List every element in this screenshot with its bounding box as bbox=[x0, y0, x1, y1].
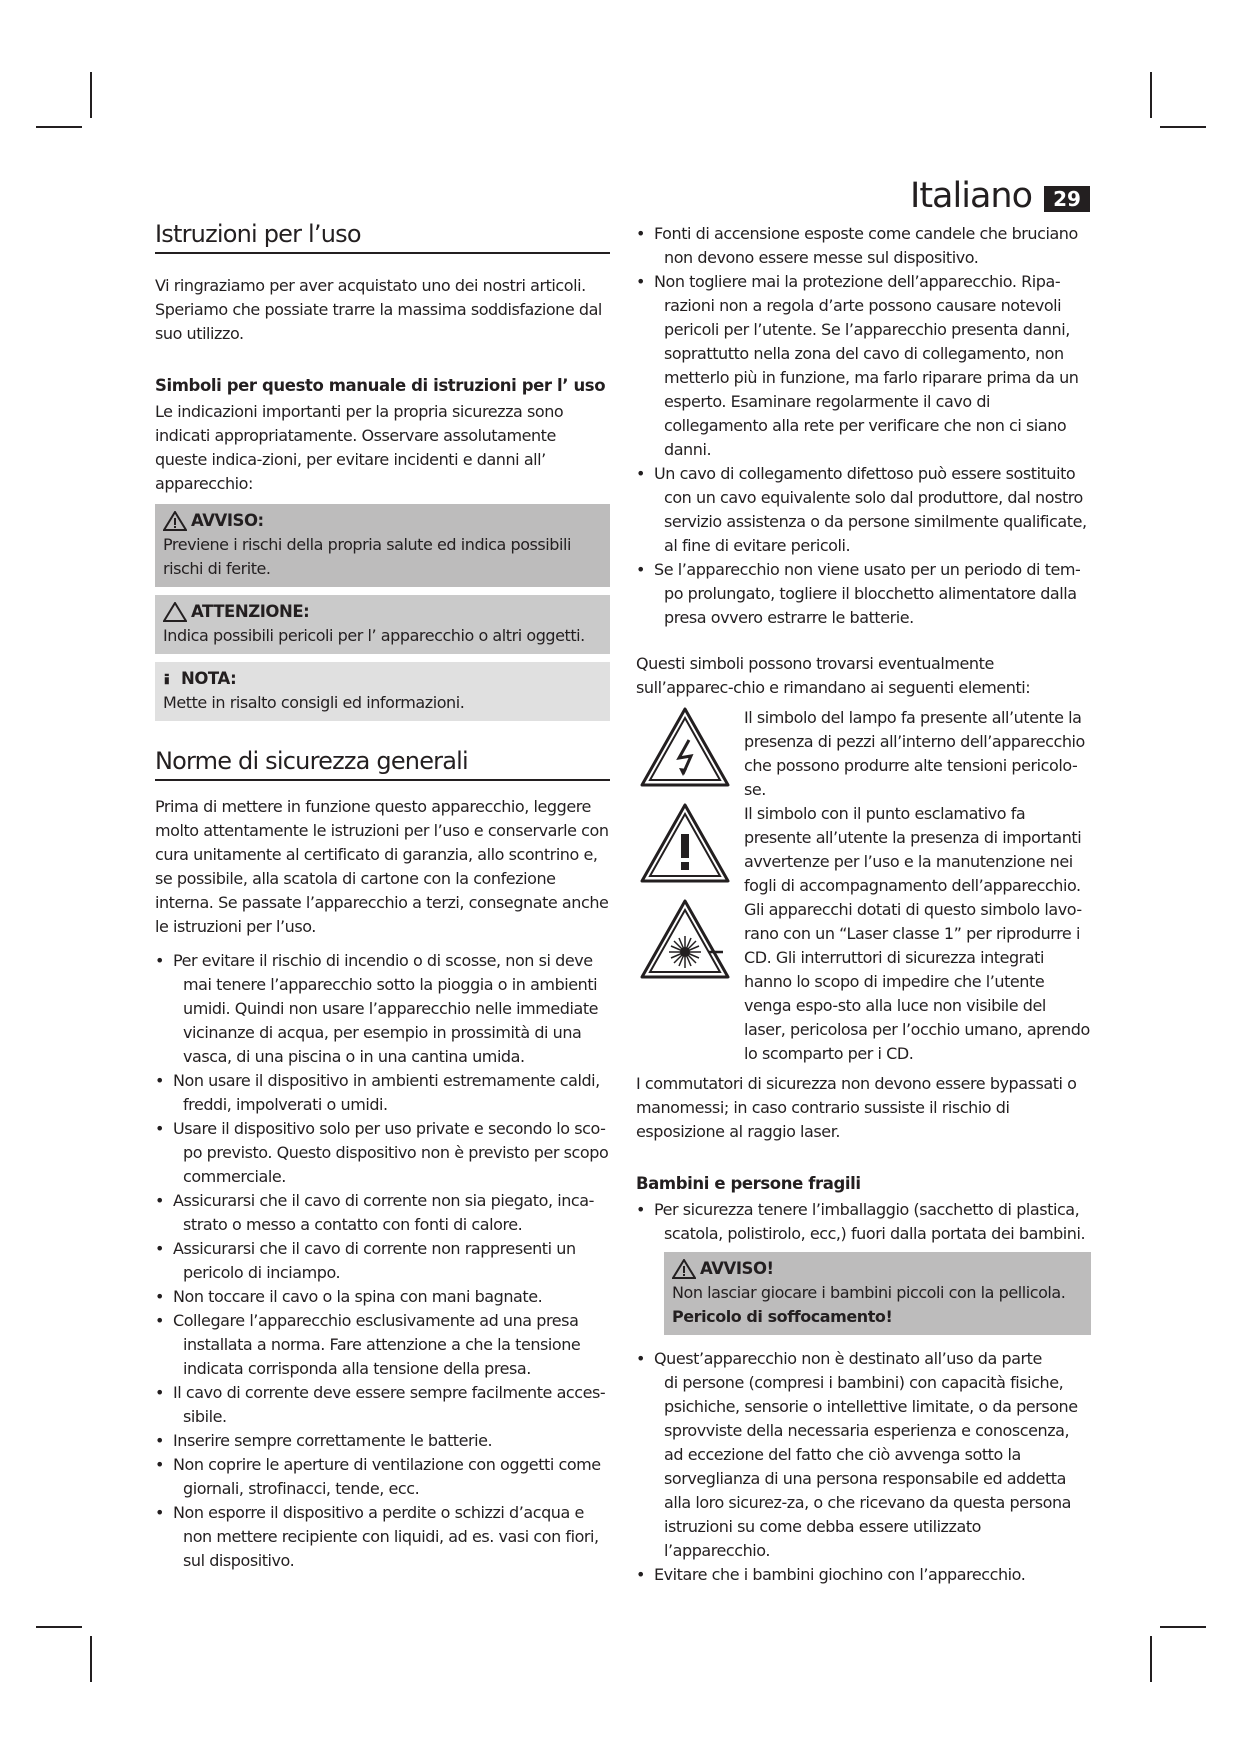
warning-triangle-icon bbox=[672, 1259, 696, 1279]
crop-mark bbox=[1150, 72, 1152, 118]
symbols-paragraph: Le indicazioni importanti per la propria sicurezza sono indicati appropriatamente. Osservare assolutamente queste indica-zioni, per evitare incidenti e danni all’ apparecchio: bbox=[155, 402, 564, 493]
list-item: • Non togliere mai la protezione dell’apparecchio. Ripa- razioni non a regola d’arte possono causare notevoli pericoli per l’utente. Se l’apparecchio presenta danni, soprattutto nella zona del cavo di collegamento, non metterlo più in funzione, ma farlo riparare prima da un esperto. Esaminare regolarmente il cavo di collegamento alla rete per verificare che non ci siano danni. bbox=[636, 270, 1091, 462]
warning-triangle-icon bbox=[163, 511, 187, 531]
crop-mark bbox=[36, 1626, 82, 1628]
safety-list-continued bbox=[636, 222, 1091, 630]
crop-mark bbox=[1160, 1626, 1206, 1628]
note-title: NOTA: bbox=[181, 669, 237, 688]
crop-mark bbox=[1160, 126, 1206, 128]
children-list-continued bbox=[636, 1347, 1091, 1587]
list-item: • Assicurarsi che il cavo di corrente non sia piegato, inca- strato o messo a contatto con fonti di calore. bbox=[155, 1189, 610, 1237]
list-item: • Inserire sempre correttamente le batterie. bbox=[155, 1429, 610, 1453]
crop-mark bbox=[1150, 1636, 1152, 1682]
list-item: • Non toccare il cavo o la spina con mani bagnate. bbox=[155, 1285, 610, 1309]
warning-box bbox=[155, 504, 610, 587]
children-list bbox=[636, 1198, 1091, 1246]
list-item: • Non esporre il dispositivo a perdite o schizzi d’acqua e non mettere recipiente con liquidi, ad es. vasi con fiori, sul dispositivo. bbox=[155, 1501, 610, 1573]
caution-triangle-icon bbox=[163, 602, 187, 622]
list-item: • Un cavo di collegamento difettoso può essere sostituito con un cavo equivalente solo dal produttore, dal nostro servizio assistenza o da persone similmente qualificate, al fine di evitare pericoli. bbox=[636, 462, 1091, 558]
safety-list bbox=[155, 949, 610, 1573]
exclamation-warning-icon bbox=[639, 802, 731, 884]
list-item: • Assicurarsi che il cavo di corrente non rappresenti un pericolo di inciampo. bbox=[155, 1237, 610, 1285]
caution-box bbox=[155, 595, 610, 654]
note-box bbox=[155, 662, 610, 721]
list-item: • Collegare l’apparecchio esclusivamente ad una presa installata a norma. Fare attenzione a che la tensione indicata corrisponda alla tensione della presa. bbox=[155, 1309, 610, 1381]
list-item: • Quest’apparecchio non è destinato all’uso da parte di persone (compresi i bambini) con capacità fisiche, psichiche, sensorie o intellettive limitate, o da persone sprovviste della necessaria esperienza e conoscenza, ad eccezione del fatto che ciò avvenga sotto la sorveglianza di una persona responsabile ed addetta alla loro sicurez-za, o che ricevano da questa persona istruzioni su come debba essere utilizzato l’apparecchio. bbox=[636, 1347, 1091, 1563]
list-item: • Non coprire le aperture di ventilazione con oggetti come giornali, strofinacci, tende, ecc. bbox=[155, 1453, 610, 1501]
lightning-warning-icon bbox=[639, 706, 731, 788]
lightning-symbol-text: Il simbolo del lampo fa presente all’utente la presenza di pezzi all’interno dell’apparecchio che possono produrre alte tensioni pericolo-se. bbox=[744, 708, 1085, 799]
symbols-heading: Simboli per questo manuale di istruzioni per l’ uso bbox=[155, 376, 606, 395]
children-warning-title: AVVISO! bbox=[700, 1259, 774, 1278]
exclamation-symbol-text: Il simbolo con il punto esclamativo fa presente all’utente la presenza di importanti avvertenze per l’uso e la manutenzione nei fogli di accompagnamento dell’apparecchio. bbox=[744, 804, 1082, 895]
list-item: • Per sicurezza tenere l’imballaggio (sacchetto di plastica, scatola, polistirolo, ecc,) fuori dalla portata dei bambini. bbox=[636, 1198, 1091, 1246]
list-item: • Non usare il dispositivo in ambienti estremamente caldi, freddi, impolverati o umidi. bbox=[155, 1069, 610, 1117]
safety-switches-text: I commutatori di sicurezza non devono essere bypassati o manomessi; in caso contrario sussiste il rischio di esposizione al raggio laser. bbox=[636, 1074, 1077, 1141]
intro-paragraph: Vi ringraziamo per aver acquistato uno dei nostri articoli. Speriamo che possiate trarre la massima soddisfazione dal suo utilizzo. bbox=[155, 276, 602, 343]
laser-symbol-text: Gli apparecchi dotati di questo simbolo lavo-rano con un “Laser classe 1” per riprodurre i CD. Gli interruttori di sicurezza integrati hanno lo scopo di impedire che l’utente venga espo-sto alla luce non visibile del laser, pericolosa per l’occhio umano, aprendo lo scomparto per i CD. bbox=[744, 900, 1090, 1063]
crop-mark bbox=[36, 126, 82, 128]
caution-text: Indica possibili pericoli per l’ apparecchio o altri oggetti. bbox=[163, 626, 585, 645]
page-header bbox=[910, 176, 1090, 226]
children-warning-text: Non lasciar giocare i bambini piccoli con la pellicola. bbox=[672, 1283, 1066, 1302]
section-title-instructions: Istruzioni per l’uso bbox=[155, 222, 610, 254]
safety-intro: Prima di mettere in funzione questo apparecchio, leggere molto attentamente le istruzioni per l’uso e conservarle con cura unitamente al certificato di garanzia, allo scontrino e, se possibile, alla scatola di cartone con la confezione interna. Se passate l’apparecchio a terzi, consegnate anche le istruzioni per l’uso. bbox=[155, 797, 609, 936]
list-item: • Usare il dispositivo solo per uso private e secondo lo sco- po previsto. Questo dispositivo non è previsto per scopo commerciale. bbox=[155, 1117, 610, 1189]
crop-mark bbox=[90, 72, 92, 118]
warning-text: Previene i rischi della propria salute ed indica possibili rischi di ferite. bbox=[163, 535, 571, 578]
crop-mark bbox=[90, 1636, 92, 1682]
caution-title: ATTENZIONE: bbox=[191, 602, 310, 621]
section-title-safety: Norme di sicurezza generali bbox=[155, 749, 610, 781]
children-heading: Bambini e persone fragili bbox=[636, 1174, 861, 1193]
list-item: • Per evitare il rischio di incendio o di scosse, non si deve mai tenere l’apparecchio sotto la pioggia o in ambienti umidi. Quindi non usare l’apparecchio nelle immediate vicinanze di acqua, per esempio in prossimità di una vasca, di una piscina o in una cantina umida. bbox=[155, 949, 610, 1069]
note-text: Mette in risalto consigli ed informazioni. bbox=[163, 693, 465, 712]
left-column bbox=[155, 222, 610, 1573]
children-warning-bold: Pericolo di soffocamento! bbox=[672, 1307, 893, 1326]
list-item: • Se l’apparecchio non viene usato per un periodo di tem- po prolungato, togliere il blocchetto alimentatore dalla presa ovvero estrarre le batterie. bbox=[636, 558, 1091, 630]
exclamation-symbol-row bbox=[636, 802, 1091, 898]
warning-title: AVVISO: bbox=[191, 511, 264, 530]
right-column bbox=[636, 222, 1091, 1587]
children-warning-box bbox=[664, 1252, 1091, 1335]
laser-symbol-row bbox=[636, 898, 1091, 1066]
list-item: • Evitare che i bambini giochino con l’apparecchio. bbox=[636, 1563, 1091, 1587]
device-symbols-intro: Questi simboli possono trovarsi eventualmente sull’apparec-chio e rimandano ai seguenti elementi: bbox=[636, 654, 1031, 697]
list-item: • Fonti di accensione esposte come candele che bruciano non devono essere messe sul dispositivo. bbox=[636, 222, 1091, 270]
page-number: 29 bbox=[1044, 186, 1090, 212]
info-icon bbox=[163, 669, 177, 689]
lightning-symbol-row bbox=[636, 706, 1091, 802]
language-title: Italiano bbox=[910, 176, 1032, 216]
laser-warning-icon bbox=[639, 898, 731, 980]
list-item: • Il cavo di corrente deve essere sempre facilmente acces- sibile. bbox=[155, 1381, 610, 1429]
